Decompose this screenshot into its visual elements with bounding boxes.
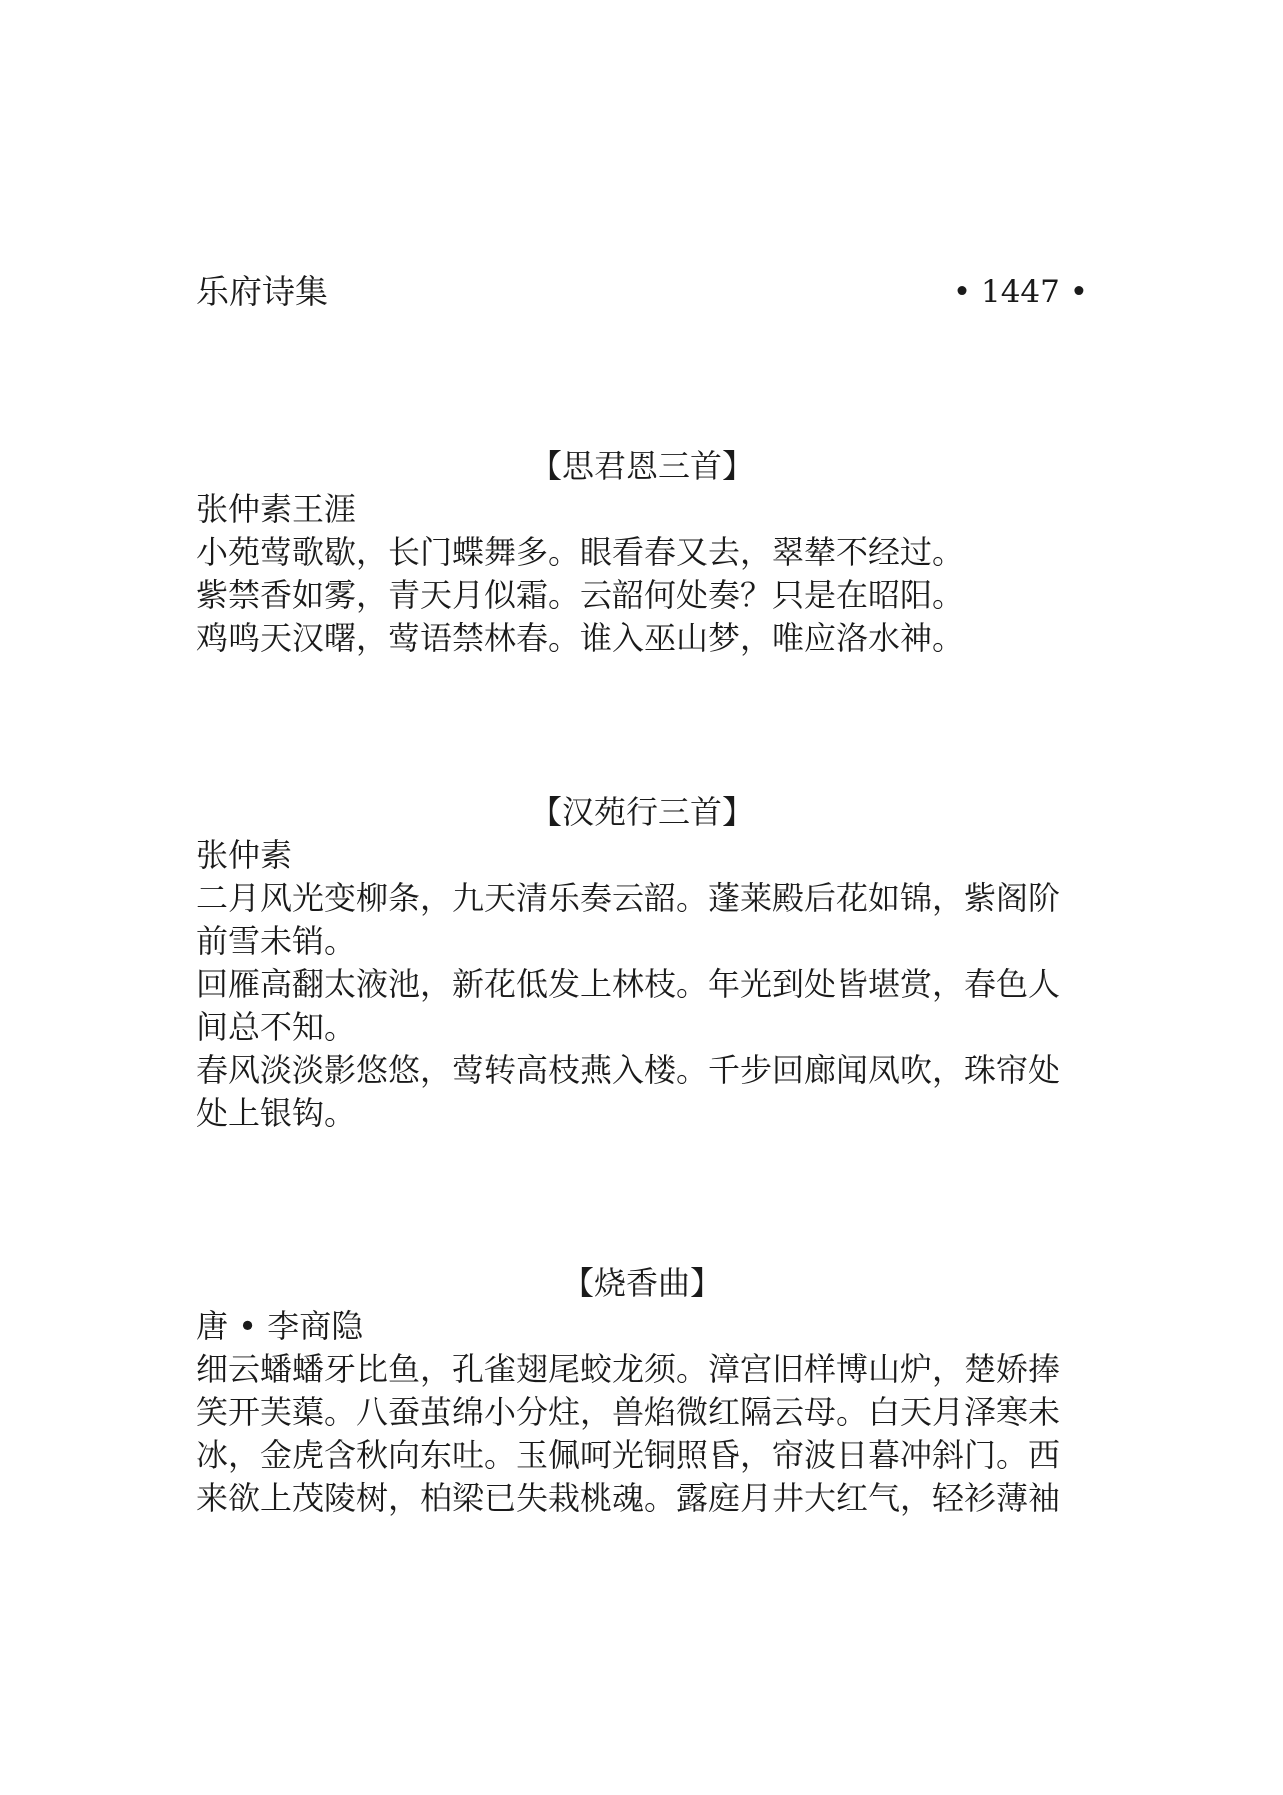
poem-title: 【汉苑行三首】 xyxy=(529,793,754,831)
poem-author: 张仲素 xyxy=(196,836,293,874)
page-header xyxy=(196,268,1088,316)
poem-section xyxy=(196,790,1088,1135)
poem-line: 小苑莺歌歇，长门蝶舞多。眼看春又去，翠辇不经过。 xyxy=(196,533,965,571)
page-number: • 1447 • xyxy=(952,274,1088,310)
poem-section xyxy=(196,444,1088,660)
poem-line: 冰，金虎含秋向东吐。玉佩呵光铜照昏，帘波日暮冲斜门。西 xyxy=(196,1436,1061,1474)
poem-author: 张仲素王涯 xyxy=(196,490,357,528)
poem-line: 笑开芙蕖。八蚕茧绵小分炷，兽焰微红隔云母。白天月泽寒未 xyxy=(196,1393,1061,1431)
poem-line: 二月风光变柳条，九天清乐奏云韶。蓬莱殿后花如锦，紫阁阶 xyxy=(196,879,1061,917)
poem-author: 唐 • 李商隐 xyxy=(196,1307,364,1345)
poem-line: 来欲上茂陵树，柏梁已失栽桃魂。露庭月井大红气，轻衫薄袖 xyxy=(196,1479,1061,1517)
poem-line: 前雪未销。 xyxy=(196,922,357,960)
poem-line: 鸡鸣天汉曙，莺语禁林春。谁入巫山梦，唯应洛水神。 xyxy=(196,619,965,657)
poem-line: 间总不知。 xyxy=(196,1008,357,1046)
poem-title: 【思君恩三首】 xyxy=(529,447,754,485)
poem-line: 处上银钩。 xyxy=(196,1094,357,1132)
poem-section xyxy=(196,1261,1088,1520)
poem-line: 春风淡淡影悠悠，莺转高枝燕入楼。千步回廊闻凤吹，珠帘处 xyxy=(196,1051,1061,1089)
poem-line: 回雁高翻太液池，新花低发上林枝。年光到处皆堪赏，春色人 xyxy=(196,965,1061,1003)
poem-title: 【烧香曲】 xyxy=(561,1264,722,1302)
poem-line: 细云蟠蟠牙比鱼，孔雀翅尾蛟龙须。漳宫旧样博山炉，楚娇捧 xyxy=(196,1350,1061,1388)
book-title: 乐府诗集 xyxy=(196,272,328,311)
poem-line: 紫禁香如雾，青天月似霜。云韶何处奏？只是在昭阳。 xyxy=(196,576,965,614)
